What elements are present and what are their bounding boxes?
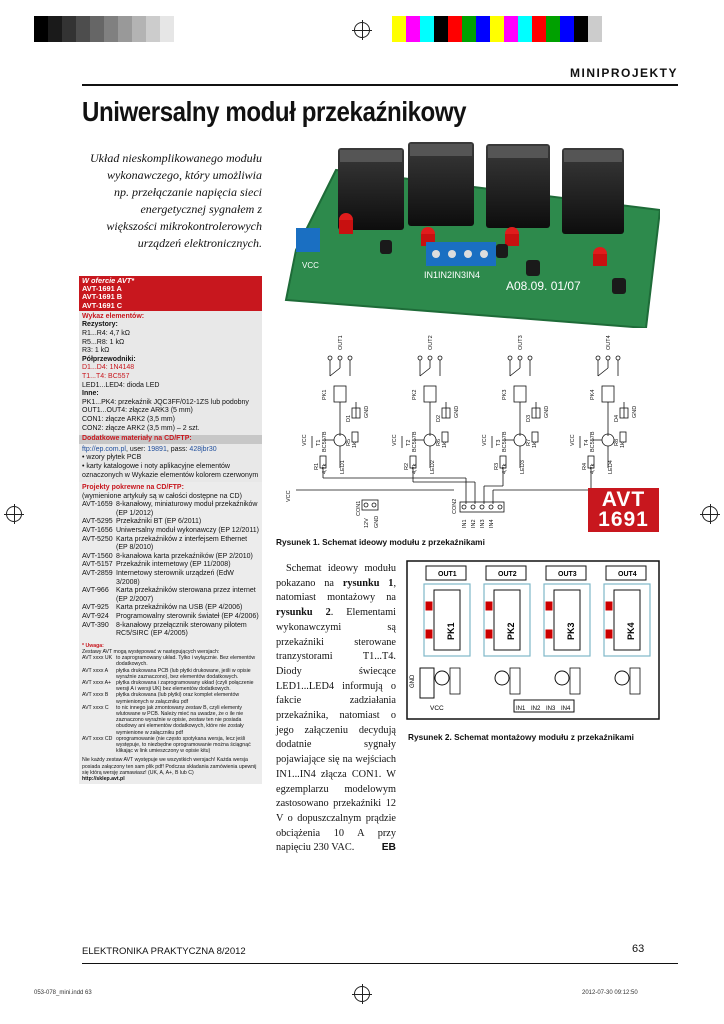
registration-mark-icon xyxy=(354,22,370,38)
resistor-label: R6 xyxy=(436,438,442,446)
part-line: D1...D4: 1N4148 xyxy=(82,364,135,372)
output-terminal xyxy=(606,356,610,360)
output-terminal xyxy=(616,356,620,360)
assembly-diagram xyxy=(406,560,660,726)
output-terminal xyxy=(418,356,422,360)
body-text-run: Schemat ideowy modułu pokazano na xyxy=(276,563,396,589)
note-list xyxy=(82,655,259,754)
related-code: AVT-2859 xyxy=(82,570,113,578)
parts-heading: Wykaz elementów: xyxy=(82,312,145,320)
ftp-pass-label: , pass: xyxy=(166,445,190,453)
solder-pad xyxy=(486,630,492,638)
note-item xyxy=(82,655,259,667)
output-terminal xyxy=(338,356,342,360)
transistor-type-label: BC557B xyxy=(590,431,596,452)
solder-pad xyxy=(606,630,612,638)
color-swatch xyxy=(146,16,160,42)
related-title: Karta przekaźników na USB (EP 4/2006) xyxy=(116,604,243,612)
color-swatch xyxy=(476,16,490,42)
resistor-value-label: 4,7k xyxy=(502,463,508,474)
offer-heading: W ofercie AVT* xyxy=(82,276,135,285)
part-line: LED1...LED4: dioda LED xyxy=(82,381,160,389)
related-title: Karta przekaźników z interfejsem Ethernet (EP 8/2010) xyxy=(116,535,248,552)
part-line: T1...T4: BC557 xyxy=(82,372,130,380)
color-swatch xyxy=(434,16,448,42)
terminal xyxy=(372,503,376,507)
output-connector-label: OUT1 xyxy=(438,571,457,578)
color-swatch xyxy=(132,16,146,42)
output-connector-label: OUT2 xyxy=(498,571,517,578)
note-text: oprogramowanie (nie często spotykana wersja, lecz jeśli występuje, to niezbędne oprogramowanie można ściągnąć klikając w link umieszczony w opisie kitu) xyxy=(116,735,251,755)
color-calibration-bar-color xyxy=(392,16,616,42)
led-label: LED4 xyxy=(608,460,614,474)
related-code: AVT-5295 xyxy=(82,518,113,526)
avt-badge xyxy=(588,488,659,532)
related-code: AVT-1560 xyxy=(82,552,113,560)
related-title: Internetowy sterownik urządzeń (EdW 3/2008) xyxy=(116,570,234,586)
body-text xyxy=(276,562,396,856)
part-line: CON2: złącze ARK2 (3,5 mm) – 2 szt. xyxy=(82,424,200,432)
color-swatch xyxy=(560,16,574,42)
transistor-type-label: BC557B xyxy=(502,431,508,452)
resistor-value-label: 1k xyxy=(532,442,538,448)
resistor-value-label: 1k xyxy=(620,442,626,448)
resistor-label: R5 xyxy=(346,438,352,446)
led-label: LED3 xyxy=(520,460,526,474)
transistor-label: T4 xyxy=(584,439,590,446)
svg-text:IN1IN2IN3IN4: IN1IN2IN3IN4 xyxy=(424,270,481,280)
relay-label: PK1 xyxy=(322,389,328,400)
output-terminal xyxy=(438,356,442,360)
note-text: płytka drukowana PCB (lub płytki drukowane, jeśli w opisie wyraźnie zaznaczono), bez elementów dodatkowych. xyxy=(116,667,251,680)
gnd-label: GND xyxy=(632,405,638,418)
related-code: AVT-1656 xyxy=(82,527,113,535)
note-text: to zaprogramowany układ. Tylko i wyłącznie. Bez elementów dodatkowych. xyxy=(116,655,256,668)
transistor-label: T3 xyxy=(496,439,502,446)
note-item xyxy=(82,736,259,755)
figure2-caption: Rysunek 2. Schemat montażowy modułu z przekaźnikami xyxy=(408,732,634,742)
slug-file: 053-078_mini.indd 63 xyxy=(34,990,92,996)
cd-bullet: • karty katalogowe i noty aplikacyjne elementów oznaczonych w Wykazie elementów kolorem czerwonym xyxy=(82,462,259,479)
related-item xyxy=(82,622,259,639)
component xyxy=(532,432,538,442)
note-code: AVT xxxx C xyxy=(82,704,109,711)
resistor-label: R2 xyxy=(404,462,410,470)
note-code: AVT xxxx UK xyxy=(82,655,113,662)
output-label: OUT2 xyxy=(428,335,434,350)
color-swatch xyxy=(420,16,434,42)
input-label: IN1 xyxy=(462,519,468,528)
color-swatch xyxy=(532,16,546,42)
related-title: 8-kanałowy przełącznik sterowany pilotem RC5/SIRC (EP 4/2005) xyxy=(116,621,247,638)
output-connector-label: OUT3 xyxy=(558,571,577,578)
part-line: R3: 1 kΩ xyxy=(82,347,110,355)
resistor-label: R3 xyxy=(494,462,500,470)
terminal xyxy=(462,505,466,509)
component xyxy=(442,432,448,442)
svg-text:VCC: VCC xyxy=(302,261,319,270)
color-swatch xyxy=(504,16,518,42)
related-title: Przekaźniki BT (EP 6/2011) xyxy=(116,518,202,526)
other-heading: Inne: xyxy=(82,390,99,398)
terminal xyxy=(480,505,484,509)
related-item xyxy=(82,501,259,518)
note-code: AVT xxxx B xyxy=(82,692,109,699)
resistor-value-label: 4,7k xyxy=(590,463,596,474)
ftp-link[interactable]: ftp://ep.com.pl xyxy=(82,445,126,453)
input-label: IN4 xyxy=(489,519,495,528)
note-code: AVT xxxx A+ xyxy=(82,680,112,686)
diode-label: D1 xyxy=(346,414,352,422)
solder-pad xyxy=(486,602,492,610)
diode-label: D2 xyxy=(436,414,442,422)
color-swatch xyxy=(490,16,504,42)
gnd-label: GND xyxy=(544,405,550,418)
note-text: to nic innego jak zmontowany zestaw B, czyli elementy wlutowane w PCB. Należy mieć na uwadze, że o ile nie zaznaczono wyraźnie w opisie, zestaw ten nie posiada obudowy ani elementów dodatkowych, które nie zostały wymienione w załączniku pdf xyxy=(116,704,244,736)
product-photo xyxy=(276,130,660,328)
related-projects xyxy=(79,482,262,641)
related-code: AVT-1659 xyxy=(82,501,113,509)
led-label: LED1 xyxy=(340,460,346,474)
vcc-terminal xyxy=(296,228,320,252)
avt-badge-line: 1691 xyxy=(598,508,649,531)
color-calibration-bar-grey xyxy=(34,16,188,42)
registration-mark-icon xyxy=(702,506,718,522)
gnd-label: GND xyxy=(364,405,370,418)
part-line: OUT1...OUT4: złącze ARK3 (5 mm) xyxy=(82,407,193,415)
vcc-label: VCC xyxy=(570,434,576,446)
resistor-label: R7 xyxy=(526,438,532,446)
output-terminal xyxy=(328,356,332,360)
related-heading: Projekty pokrewne na CD/FTP: xyxy=(82,484,184,492)
ftp-pass: 428jbr30 xyxy=(189,445,217,453)
transistor-type-label: BC557B xyxy=(322,431,328,452)
page-number: 63 xyxy=(632,943,645,955)
wire xyxy=(598,368,608,376)
note-heading: * Uwaga: xyxy=(82,642,104,649)
body-text-run: . Elementami wykonawczymi są przekaźniki sterowane tranzystorami T1...T4. Diody świecące LED1...LED4 informują o fakcie zadziałania przekaźnika, natomiast o jego załączeniu decydują dodatnie sygnały pojawiające się na wejściach IN1...IN4 złącza CON1. W egzemplarzu modelowym zastosowano przekaźniki 12 V o dopuszczalnym prądzie obciążenia 10 A przy napięciu 230 VAC. xyxy=(276,607,396,854)
figure1-caption: Rysunek 1. Schemat ideowy modułu z przekaźnikami xyxy=(276,537,485,547)
note-text: płytka drukowana (lub płytki) oraz komplet elementów wymienionych w załączniku pdf xyxy=(116,692,240,705)
output-label: OUT4 xyxy=(606,335,612,350)
diode-label: D3 xyxy=(526,414,532,422)
related-item xyxy=(82,527,259,536)
related-code: AVT-390 xyxy=(82,621,109,629)
color-swatch xyxy=(448,16,462,42)
semiconductors-heading: Półprzewodniki: xyxy=(82,355,136,363)
diode-label: D4 xyxy=(614,414,620,422)
registration-mark-icon xyxy=(6,506,22,522)
resistor-value-label: 1k xyxy=(442,442,448,448)
gnd-label: GND xyxy=(374,515,380,528)
transistor-type-label: BC557B xyxy=(412,431,418,452)
note-item xyxy=(82,692,259,704)
output-label: OUT3 xyxy=(518,335,524,350)
solder-pad xyxy=(546,630,552,638)
color-swatch xyxy=(48,16,62,42)
avt-badge-line: AVT xyxy=(601,488,646,511)
color-swatch xyxy=(462,16,476,42)
parts-sidebar xyxy=(79,276,262,784)
input-label: IN3 xyxy=(480,519,486,528)
cd-materials xyxy=(79,444,262,482)
related-title: Przekaźnik internetowy (EP 11/2008) xyxy=(116,561,231,569)
related-item xyxy=(82,536,259,553)
offer-item: AVT-1691 B xyxy=(82,292,123,302)
related-code: AVT-5250 xyxy=(82,535,113,543)
output-terminal xyxy=(528,356,532,360)
svg-text:A08.09. 01/07: A08.09. 01/07 xyxy=(506,279,581,293)
related-item xyxy=(82,604,259,613)
solder-pad xyxy=(546,602,552,610)
transistor-label: T2 xyxy=(406,439,412,446)
color-swatch xyxy=(574,16,588,42)
note-intro: Zestawy AVT mogą występować w następujących wersjach: xyxy=(82,648,220,655)
lead-paragraph: Układ nieskomplikowanego modułu wykonawczego, który umożliwia np. przełączanie napięcia sieci energetycznej sygnałem z większości mikrokontrolerowych urządzeń elektronicznych. xyxy=(90,151,262,250)
related-item xyxy=(82,553,259,562)
input-label: IN2 xyxy=(471,519,477,528)
resistors-heading: Rezystory: xyxy=(82,321,118,329)
related-item xyxy=(82,570,259,587)
related-title: Uniwersalny moduł wykonawczy (EP 12/2011) xyxy=(116,527,259,535)
input-label: IN2 xyxy=(531,706,541,712)
version-notes xyxy=(79,641,262,784)
color-swatch xyxy=(76,16,90,42)
part-line: R1...R4: 4,7 kΩ xyxy=(82,330,131,337)
registration-mark-icon xyxy=(354,986,370,1002)
terminal xyxy=(471,505,475,509)
color-swatch xyxy=(62,16,76,42)
relay-label: PK4 xyxy=(590,389,596,400)
wire xyxy=(330,368,340,376)
terminal xyxy=(489,505,493,509)
color-swatch xyxy=(34,16,48,42)
color-swatch xyxy=(588,16,602,42)
input-label: IN4 xyxy=(561,706,571,712)
related-item xyxy=(82,613,259,622)
slug-date: 2012-07-30 09:12:50 xyxy=(582,990,638,996)
cd-heading: Dodatkowe materiały na CD/FTP: xyxy=(79,435,262,444)
parts-list xyxy=(79,311,262,435)
relay-label: PK4 xyxy=(626,622,636,640)
gnd-label: GND xyxy=(454,405,460,418)
vcc-label: VCC xyxy=(392,434,398,446)
relay-label: PK2 xyxy=(506,622,516,640)
component xyxy=(514,386,526,402)
input-label: IN1 xyxy=(516,706,526,712)
terminal xyxy=(364,503,368,507)
resistor-label: R1 xyxy=(314,462,320,470)
body-text-run: , natomiast montażowy na xyxy=(276,577,397,604)
connector-label: CON2 xyxy=(452,498,458,514)
component xyxy=(620,432,626,442)
output-terminal xyxy=(348,356,352,360)
component xyxy=(460,502,504,512)
gnd-label: GND xyxy=(410,674,416,688)
section-rule xyxy=(82,84,678,86)
note-item xyxy=(82,705,259,736)
offer-box xyxy=(79,276,262,311)
vcc-label: VCC xyxy=(482,434,488,446)
resistor-value-label: 4,7k xyxy=(322,463,328,474)
output-connector-label: OUT4 xyxy=(618,571,637,578)
output-terminal xyxy=(428,356,432,360)
relay-label: PK3 xyxy=(502,389,508,400)
related-code: AVT-966 xyxy=(82,587,109,595)
note-footer: Nie każdy zestaw AVT występuje we wszystkich wersjach! Każda wersja posiada załączony ten sam plik pdf! Podczas składania zamówienia upewnij się którą wersję zamawiasz! (UK, A, A+, B lub C) xyxy=(82,757,257,776)
section-label: MINIPROJEKTY xyxy=(569,66,678,80)
solder-pad xyxy=(426,602,432,610)
color-swatch xyxy=(518,16,532,42)
related-title: 8-kanałowa karta przekaźników (EP 2/2010) xyxy=(116,552,253,560)
note-code: AVT xxxx CD xyxy=(82,735,113,742)
color-swatch xyxy=(104,16,118,42)
related-code: AVT-925 xyxy=(82,604,109,612)
part-line: R5...R8: 1 kΩ xyxy=(82,338,125,346)
color-swatch xyxy=(546,16,560,42)
part-line: PK1...PK4: przekaźnik JQC3FF/012-1ZS lub podobny xyxy=(82,398,249,406)
relay-label: PK1 xyxy=(446,622,456,640)
related-list xyxy=(82,501,259,639)
solder-pad xyxy=(426,630,432,638)
terminal xyxy=(498,505,502,509)
transistor-label: T1 xyxy=(316,439,322,446)
component xyxy=(334,386,346,402)
resistor-label: R4 xyxy=(582,462,588,470)
footer-rule xyxy=(82,963,678,964)
output-terminal xyxy=(596,356,600,360)
vcc-label: VCC xyxy=(430,705,444,712)
resistor-value-label: 4,7k xyxy=(412,463,418,474)
offer-item: AVT-1691 C xyxy=(82,300,123,310)
resistor-label: R8 xyxy=(614,438,620,446)
component xyxy=(352,432,358,442)
resistor-value-label: 1k xyxy=(352,442,358,448)
output-label: OUT1 xyxy=(338,335,344,350)
related-subheading: (wymienione artykuły są w całości dostępne na CD) xyxy=(82,492,242,500)
related-item xyxy=(82,518,259,527)
output-terminal xyxy=(518,356,522,360)
cd-bullet: • wzory płytek PCB xyxy=(82,454,142,462)
related-code: AVT-5157 xyxy=(82,561,113,569)
led-label: LED2 xyxy=(430,460,436,474)
output-terminal xyxy=(508,356,512,360)
color-swatch xyxy=(160,16,174,42)
component xyxy=(424,386,436,402)
relay-label: PK2 xyxy=(412,389,418,400)
body-text-bold: rysunku 2 xyxy=(276,607,331,619)
author-sign: EB xyxy=(381,842,396,854)
related-title: Programowalny sterownik świateł (EP 4/2006) xyxy=(116,613,259,620)
part-line: CON1: złącze ARK2 (3,5 mm) xyxy=(82,415,175,423)
related-item xyxy=(82,561,259,570)
footer-magazine: ELEKTRONIKA PRAKTYCZNA 8/2012 xyxy=(82,946,246,957)
body-text-bold: rysunku 1 xyxy=(342,577,394,589)
color-swatch xyxy=(392,16,406,42)
supply-label: 12V xyxy=(364,518,370,528)
relay-label: PK3 xyxy=(566,622,576,640)
component xyxy=(602,386,614,402)
color-swatch xyxy=(174,16,188,42)
related-item xyxy=(82,587,259,604)
wire xyxy=(420,368,430,376)
offer-item: AVT-1691 A xyxy=(82,284,122,294)
vcc-label: VCC xyxy=(286,490,292,502)
related-code: AVT-924 xyxy=(82,613,109,620)
ftp-user-label: , user: xyxy=(125,445,148,453)
connector-label: CON1 xyxy=(356,500,362,516)
color-swatch xyxy=(118,16,132,42)
note-code: AVT xxxx A xyxy=(82,667,109,674)
color-swatch xyxy=(90,16,104,42)
related-title: 8-kanałowy, miniaturowy moduł przekaźników (EP 1/2012) xyxy=(116,501,258,517)
ftp-line xyxy=(82,446,259,455)
note-item xyxy=(82,668,259,680)
vcc-label: VCC xyxy=(302,434,308,446)
color-swatch xyxy=(602,16,616,42)
ftp-user: 19891 xyxy=(147,445,167,453)
article-title: Uniwersalny moduł przekaźnikowy xyxy=(82,96,467,127)
solder-pad xyxy=(606,602,612,610)
color-swatch xyxy=(406,16,420,42)
shop-link[interactable]: http://sklep.avt.pl xyxy=(82,776,125,783)
wire xyxy=(510,368,520,376)
note-text: płytka drukowana i zaprogramowany układ (czyli połączenie wersji A i wersji UK) bez elementów dodatkowych. xyxy=(116,680,254,693)
note-item xyxy=(82,680,259,692)
input-label: IN3 xyxy=(546,706,556,712)
related-title: Karta przekaźników sterowana przez internet (EP 2/2007) xyxy=(116,587,256,603)
